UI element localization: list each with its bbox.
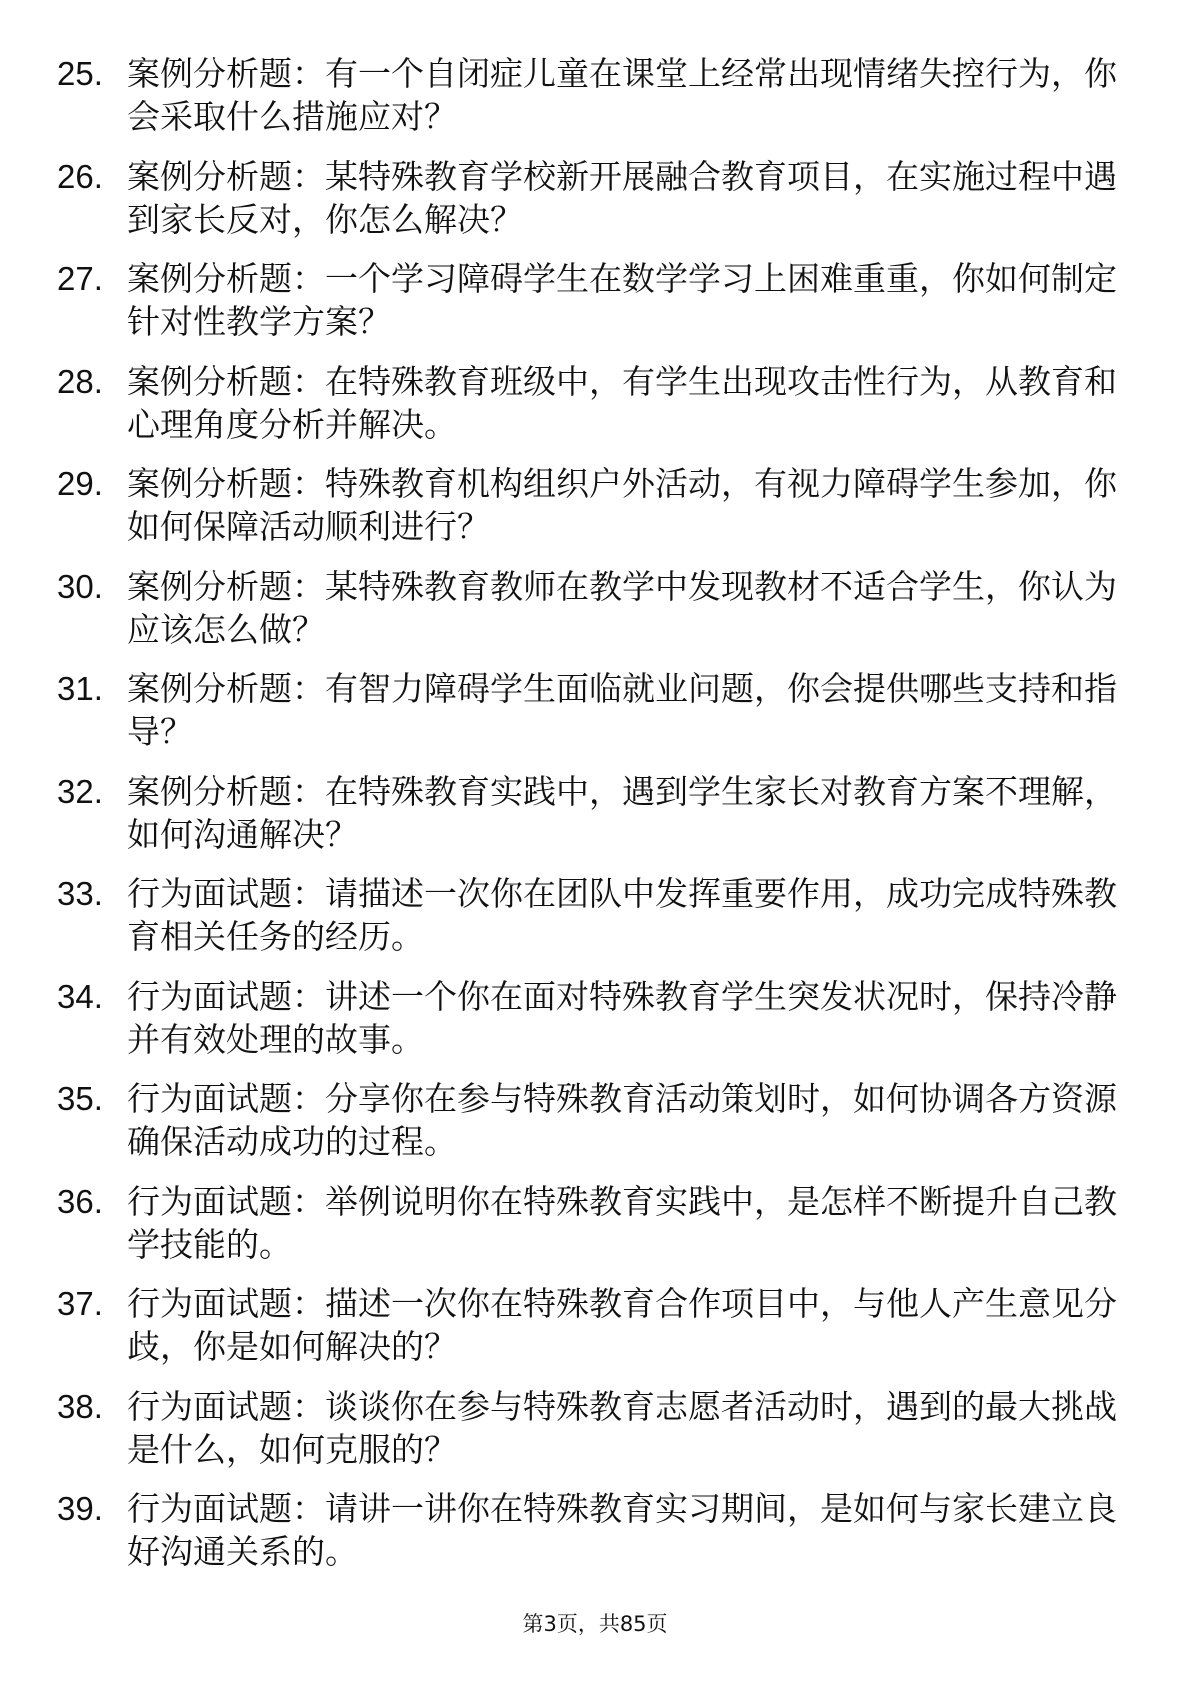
question-text: 案例分析题：有智力障碍学生面临就业问题，你会提供哪些支持和指导？ xyxy=(127,669,1117,751)
page-number-label: 第3页，共85页 xyxy=(522,1612,668,1636)
question-item xyxy=(0,770,1190,873)
question-number: 35. xyxy=(57,1080,103,1117)
question-item xyxy=(0,1180,1190,1283)
question-number: 31. xyxy=(57,670,103,707)
question-item xyxy=(0,1077,1190,1180)
question-number: 25. xyxy=(57,55,103,92)
question-text: 行为面试题：讲述一个你在面对特殊教育学生突发状况时，保持冷静并有效处理的故事。 xyxy=(127,976,1117,1059)
question-item xyxy=(0,872,1190,975)
question-number: 39. xyxy=(57,1490,103,1527)
question-number: 36. xyxy=(57,1182,103,1220)
question-number: 29. xyxy=(57,465,103,502)
question-list xyxy=(0,52,1190,1590)
question-text: 行为面试题：请描述一次你在团队中发挥重要作用，成功完成特殊教育相关任务的经历。 xyxy=(127,874,1117,956)
question-text: 案例分析题：在特殊教育实践中，遇到学生家长对教育方案不理解，如何沟通解决？ xyxy=(127,771,1117,854)
question-text: 案例分析题：某特殊教育教师在教学中发现教材不适合学生，你认为应该怎么做？ xyxy=(127,566,1117,649)
question-number: 37. xyxy=(57,1285,103,1322)
question-text: 案例分析题：一个学习障碍学生在数学学习上困难重重，你如何制定针对性教学方案？ xyxy=(127,259,1117,341)
question-text: 案例分析题：特殊教育机构组织户外活动，有视力障碍学生参加，你如何保障活动顺利进行？ xyxy=(127,464,1117,546)
question-item xyxy=(0,1487,1190,1590)
question-number: 34. xyxy=(57,977,103,1015)
question-item xyxy=(0,1282,1190,1385)
question-item xyxy=(0,462,1190,565)
question-text: 行为面试题：谈谈你在参与特殊教育志愿者活动时，遇到的最大挑战是什么，如何克服的？ xyxy=(127,1386,1117,1469)
question-text: 案例分析题：在特殊教育班级中，有学生出现攻击性行为，从教育和心理角度分析并解决。 xyxy=(127,361,1117,444)
question-item xyxy=(0,1385,1190,1488)
question-text: 行为面试题：描述一次你在特殊教育合作项目中，与他人产生意见分歧，你是如何解决的？ xyxy=(127,1284,1117,1366)
question-text: 行为面试题：分享你在参与特殊教育活动策划时，如何协调各方资源确保活动成功的过程。 xyxy=(127,1079,1117,1161)
question-text: 案例分析题：某特殊教育学校新开展融合教育项目，在实施过程中遇到家长反对，你怎么解决？ xyxy=(127,156,1117,239)
question-number: 33. xyxy=(57,875,103,912)
question-item xyxy=(0,667,1190,770)
question-item xyxy=(0,257,1190,360)
question-item xyxy=(0,52,1190,155)
question-number: 28. xyxy=(57,362,103,400)
question-number: 32. xyxy=(57,772,103,810)
question-number: 26. xyxy=(57,157,103,195)
question-text: 案例分析题：有一个自闭症儿童在课堂上经常出现情绪失控行为，你会采取什么措施应对？ xyxy=(127,54,1117,136)
question-number: 27. xyxy=(57,260,103,297)
question-number: 38. xyxy=(57,1387,103,1425)
question-text: 行为面试题：请讲一讲你在特殊教育实习期间，是如何与家长建立良好沟通关系的。 xyxy=(127,1489,1117,1571)
question-text: 行为面试题：举例说明你在特殊教育实践中，是怎样不断提升自己教学技能的。 xyxy=(127,1181,1117,1264)
page-footer xyxy=(0,1610,1190,1638)
question-item xyxy=(0,975,1190,1078)
question-item xyxy=(0,155,1190,258)
question-item xyxy=(0,360,1190,463)
question-item xyxy=(0,565,1190,668)
question-number: 30. xyxy=(57,567,103,605)
